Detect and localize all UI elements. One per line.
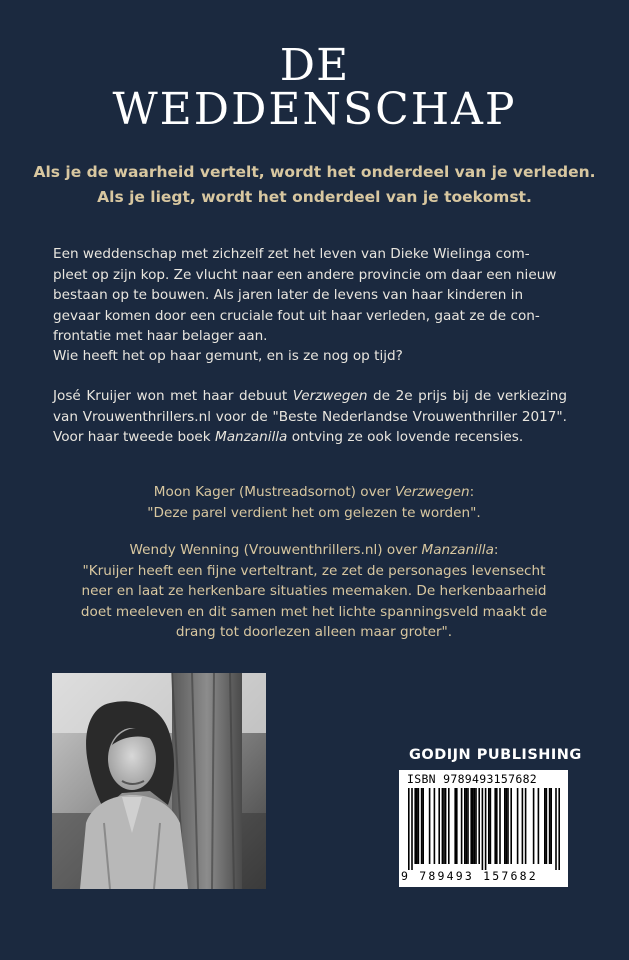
blurb-line: bestaan op te bouwen. Als jaren later de levens van haar kinderen in xyxy=(53,287,524,304)
author-book-1: Verzwegen xyxy=(292,388,368,404)
barcode-bar xyxy=(485,788,487,870)
barcode-bar xyxy=(507,788,509,864)
barcode-bar xyxy=(558,788,560,870)
barcode-bar xyxy=(434,788,436,864)
barcode-bar xyxy=(533,788,535,864)
barcode-bars xyxy=(408,788,560,870)
barcode-bar xyxy=(411,788,413,870)
barcode-bar xyxy=(418,788,420,864)
barcode-bar xyxy=(478,788,480,864)
barcode-bar xyxy=(438,788,440,864)
review-1-book: Verzwegen xyxy=(394,484,470,500)
barcode-bar xyxy=(550,788,552,864)
isbn-label: ISBN 9789493157682 xyxy=(407,772,538,786)
barcode-bar xyxy=(408,788,410,870)
blurb-paragraph xyxy=(53,244,567,347)
review-2-line: drang tot doorlezen alleen maar groter". xyxy=(175,624,453,641)
author-paragraph xyxy=(53,386,567,448)
author-text-suffix: ontving ze ook lovende recensies. xyxy=(287,429,524,446)
barcode-bar xyxy=(475,788,477,864)
barcode-bar xyxy=(490,788,492,864)
review-2-line: doet meeleven en dit samen met het lichte spanningsveld maakt de xyxy=(80,603,548,620)
review-1-source: Moon Kager (Mustreadsornot) over xyxy=(153,484,395,500)
barcode-bar xyxy=(421,788,423,864)
barcode-bar xyxy=(429,788,431,864)
publisher-name: GODIJN PUBLISHING xyxy=(409,747,582,763)
review-1 xyxy=(40,482,588,523)
barcode-bar xyxy=(538,788,540,864)
barcode-bar xyxy=(510,788,512,864)
barcode-bar xyxy=(456,788,458,864)
review-1-colon: : xyxy=(469,484,475,500)
barcode-bar xyxy=(474,788,476,864)
barcode-bar xyxy=(448,788,450,864)
barcode-bar xyxy=(461,788,463,864)
barcode-bar xyxy=(504,788,506,864)
review-2-book: Manzanilla xyxy=(421,542,494,558)
author-text-mid: de 2e prijs bij de verkiezing van Vrouwenthrillers.nl voor de "Beste Nederlandse Vrouwenthriller 2017". Voor haar tweede boek xyxy=(53,388,568,446)
barcode-bar xyxy=(464,788,466,864)
barcode-bar xyxy=(414,788,416,864)
barcode-bar xyxy=(470,788,472,864)
tagline-line-1: Als je de waarheid vertelt, wordt het onderdeel van je verleden. xyxy=(33,163,596,181)
barcode-bar xyxy=(525,788,527,864)
barcode-bar xyxy=(416,788,418,864)
barcode-bar xyxy=(496,788,498,864)
review-2-colon: : xyxy=(493,542,499,558)
author-text-prefix: José Kruijer won met haar debuut xyxy=(53,388,293,404)
barcode-bar xyxy=(506,788,508,864)
isbn-digits: 9 789493 157682 xyxy=(401,869,538,883)
barcode-bar xyxy=(522,788,524,864)
barcode-bar xyxy=(454,788,456,864)
barcode-bar xyxy=(544,788,546,864)
barcode-bar xyxy=(549,788,551,864)
review-2 xyxy=(40,540,588,643)
blurb-line: Een weddenschap met zichzelf zet het leven van Dieke Wielinga com- xyxy=(53,246,530,262)
title-line-2: WEDDENSCHAP xyxy=(112,84,517,135)
author-book-2: Manzanilla xyxy=(214,429,288,446)
blurb-line: frontatie met haar belager aan. xyxy=(53,328,268,345)
barcode-bar xyxy=(494,788,496,864)
blurb-line: gevaar komen door een cruciale fout uit haar verleden, gaat ze de con- xyxy=(53,307,540,324)
review-1-text: "Deze parel verdient het om gelezen te worden". xyxy=(147,504,481,521)
title-line-1: DE xyxy=(279,40,350,91)
author-photo xyxy=(52,673,266,889)
barcode-bar xyxy=(445,788,447,864)
review-2-line: "Kruijer heeft een fijne verteltrant, ze zet de personages levensecht xyxy=(82,562,546,579)
review-2-source: Wendy Wenning (Vrouwenthrillers.nl) over xyxy=(129,542,422,558)
barcode-bar xyxy=(466,788,468,864)
barcode-bar xyxy=(443,788,445,864)
blurb-question: Wie heeft het op haar gemunt, en is ze nog op tijd? xyxy=(53,348,403,364)
barcode-bar xyxy=(488,788,490,864)
blurb-line: pleet op zijn kop. Ze vlucht naar een andere provincie om daar een nieuw xyxy=(53,266,557,283)
barcode-bar xyxy=(482,788,484,870)
barcode-bar xyxy=(499,788,501,864)
barcode-bar xyxy=(555,788,557,870)
barcode-bar xyxy=(546,788,548,864)
review-2-line: neer en laat ze herkenbare situaties meemaken. De herkenbaarheid xyxy=(81,583,547,600)
barcode-bar xyxy=(517,788,519,864)
barcode-bar xyxy=(442,788,444,864)
tagline-line-2: Als je liegt, wordt het onderdeel van je toekomst. xyxy=(97,188,532,206)
barcode-bar xyxy=(467,788,469,864)
barcode-bar xyxy=(472,788,474,864)
isbn-barcode xyxy=(399,770,568,887)
barcode-bar xyxy=(422,788,424,864)
